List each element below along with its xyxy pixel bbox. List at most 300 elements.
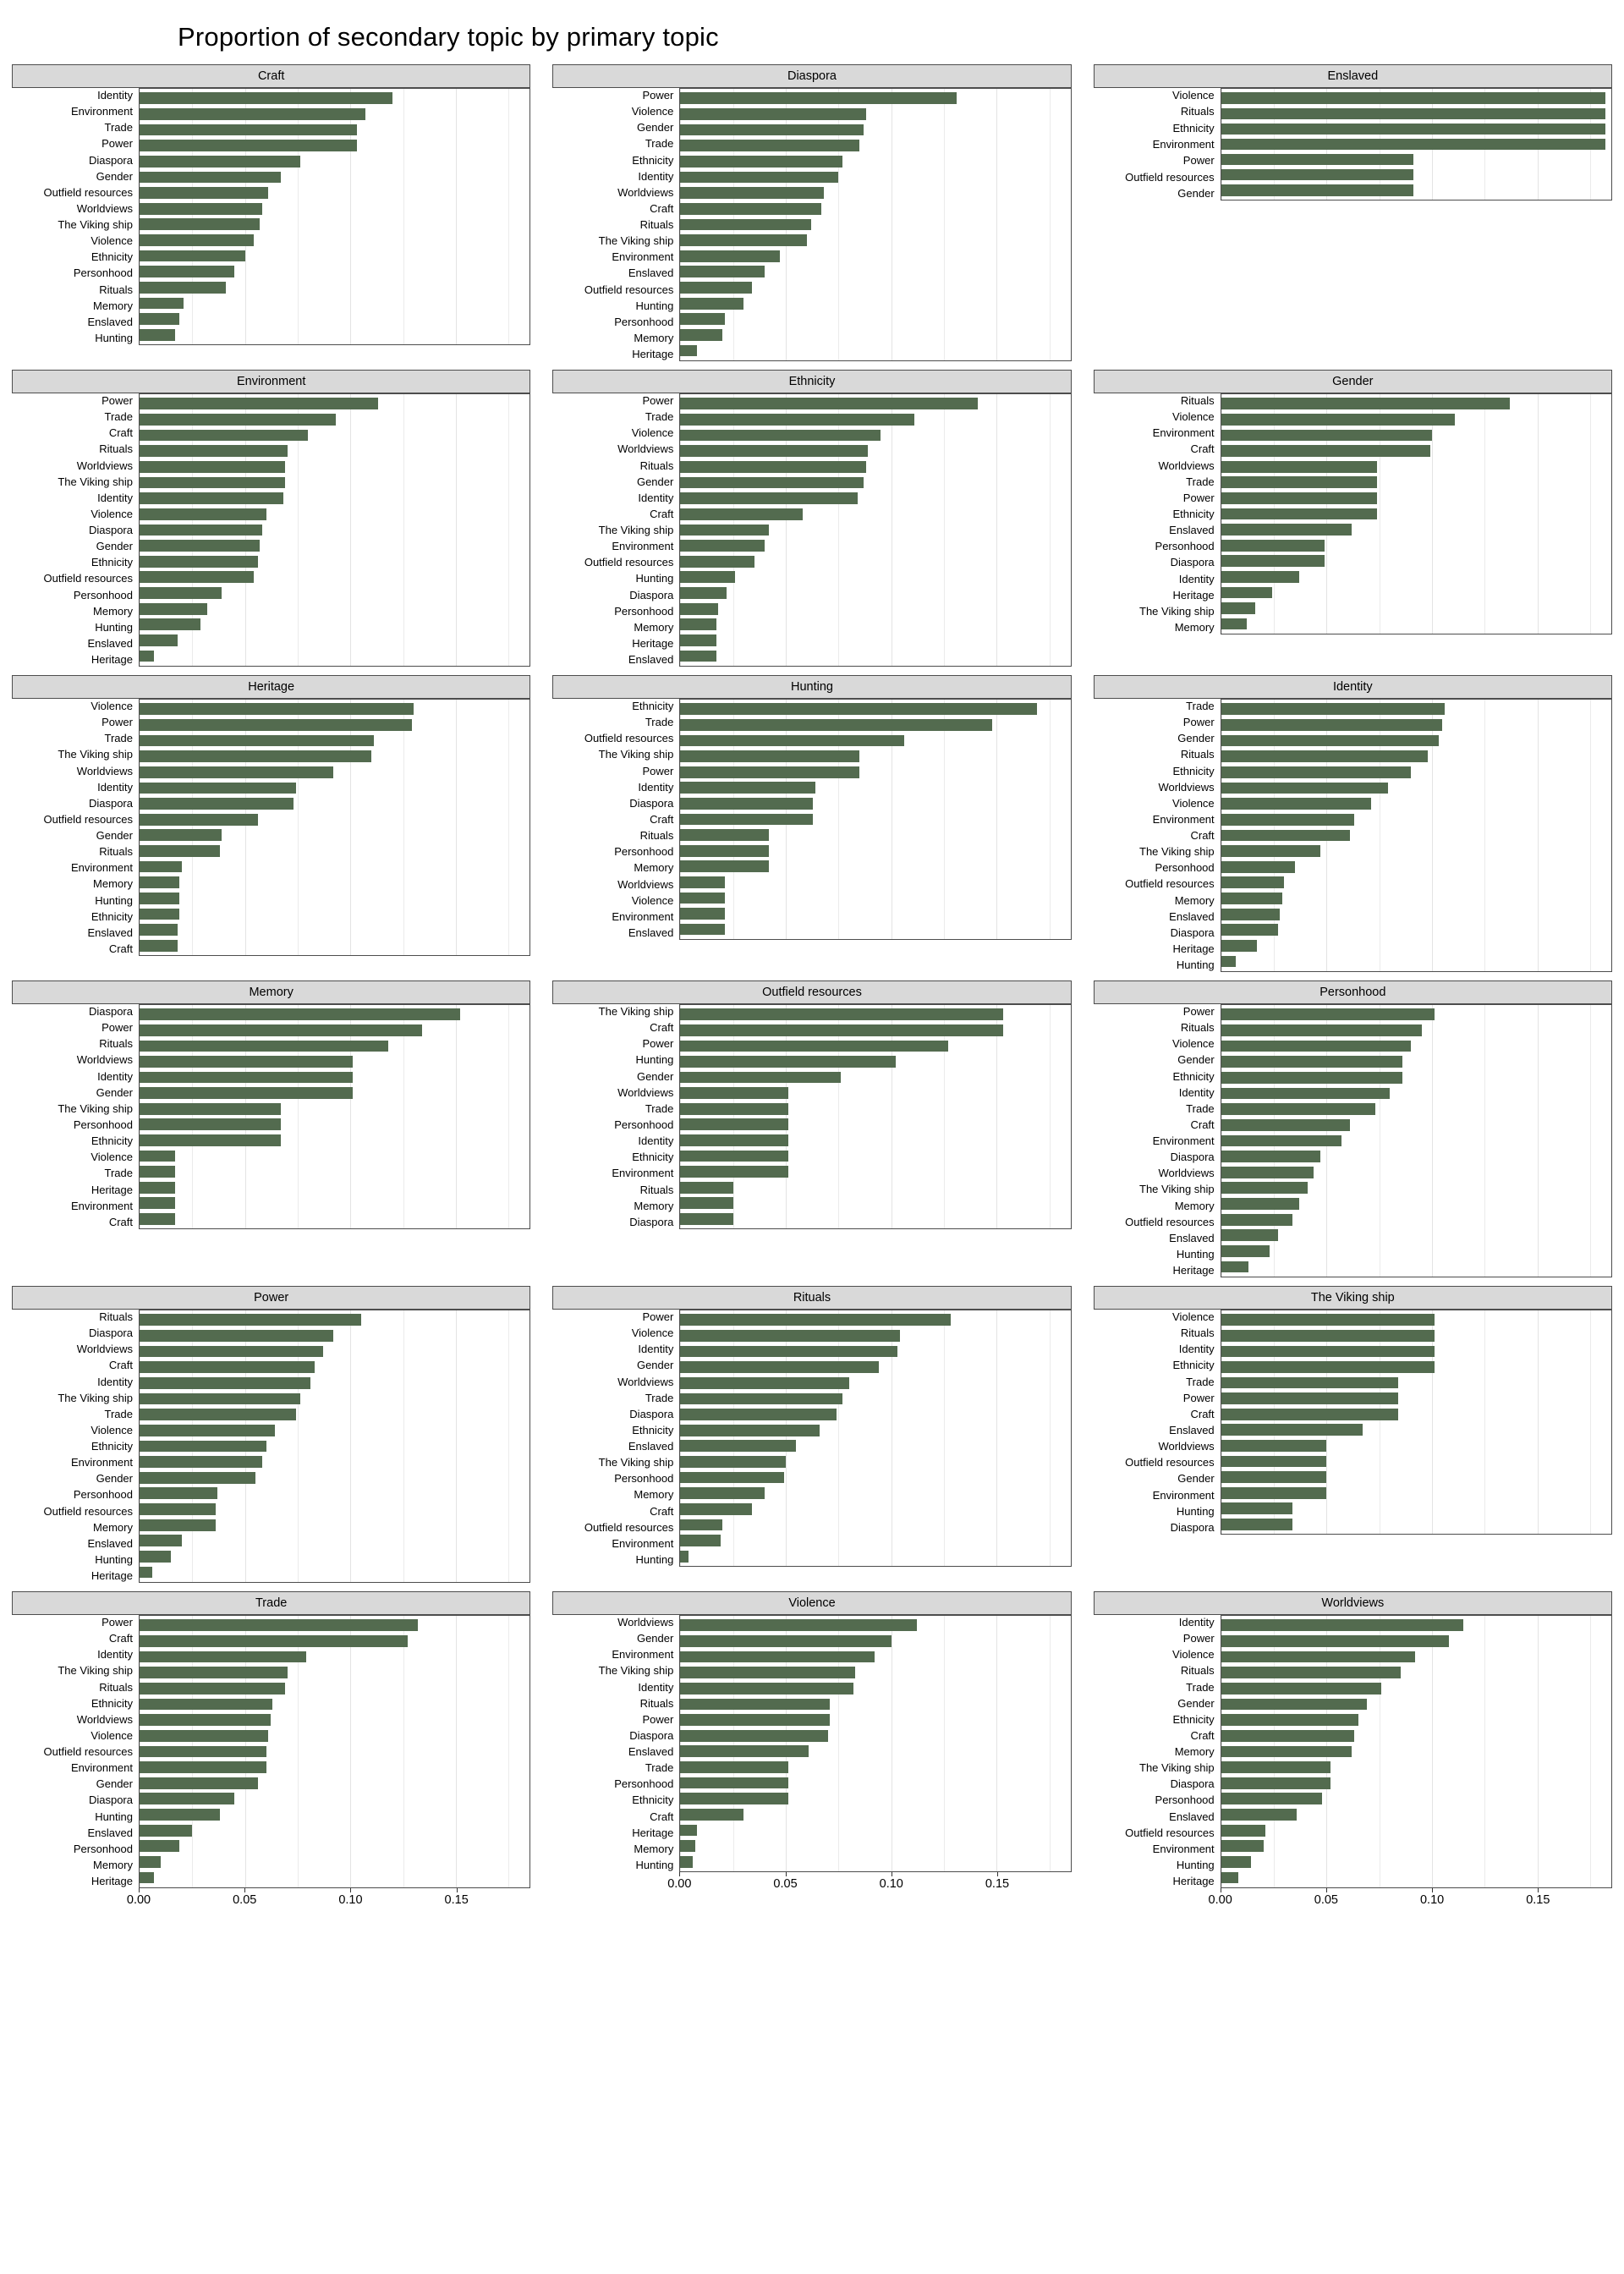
x-tickmark bbox=[1326, 1888, 1327, 1892]
bar-row bbox=[140, 765, 529, 781]
y-tick-label: Identity bbox=[638, 169, 674, 183]
bar bbox=[1221, 1651, 1415, 1663]
y-tick-label: Hunting bbox=[1176, 1247, 1215, 1261]
bar-row bbox=[1221, 811, 1611, 827]
y-tick-label: The Viking ship bbox=[1139, 1183, 1215, 1196]
y-tick-label: The Viking ship bbox=[58, 475, 133, 488]
bar-row bbox=[1221, 1391, 1611, 1407]
bar-row bbox=[680, 1618, 1070, 1634]
y-tick-label: Power bbox=[1182, 716, 1215, 729]
y-tick-label: Diaspora bbox=[88, 524, 133, 536]
y-tick-label: Power bbox=[642, 1037, 674, 1051]
bar-row bbox=[1221, 1438, 1611, 1454]
plot-area bbox=[679, 88, 1071, 361]
bar-row bbox=[680, 648, 1070, 664]
bar-row bbox=[140, 1549, 529, 1565]
y-tick-label: Identity bbox=[1178, 1343, 1215, 1356]
bar bbox=[680, 1361, 878, 1373]
y-tick-label: Hunting bbox=[1176, 958, 1215, 971]
bar bbox=[140, 1072, 353, 1084]
bar-row bbox=[680, 1712, 1070, 1728]
y-tick-label: Gender bbox=[636, 475, 674, 488]
bar bbox=[140, 1008, 460, 1020]
bar-row bbox=[140, 1343, 529, 1359]
bar-row bbox=[140, 875, 529, 891]
y-axis-labels bbox=[552, 88, 679, 361]
bar-row bbox=[140, 891, 529, 907]
bar bbox=[1221, 1440, 1327, 1452]
bar-row bbox=[1221, 1634, 1611, 1650]
bar-row bbox=[140, 1407, 529, 1423]
y-tick-label: Heritage bbox=[632, 636, 674, 650]
x-tick-label: 0.05 bbox=[1314, 1893, 1338, 1907]
y-tick-label: Craft bbox=[108, 1632, 133, 1645]
y-tick-label: Diaspora bbox=[1170, 556, 1215, 569]
bar-row bbox=[140, 569, 529, 585]
bar-row bbox=[1221, 1328, 1611, 1344]
bar-row bbox=[680, 1069, 1070, 1085]
y-tick-label: Rituals bbox=[99, 442, 133, 456]
bar-row bbox=[1221, 891, 1611, 907]
bar-row bbox=[680, 1038, 1070, 1054]
bar-row bbox=[140, 412, 529, 428]
y-tick-label: Heritage bbox=[1172, 942, 1215, 955]
y-tick-label: Craft bbox=[650, 1504, 674, 1518]
bar bbox=[140, 329, 175, 341]
bar-row bbox=[1221, 1211, 1611, 1228]
bar-row bbox=[680, 811, 1070, 827]
bar-series bbox=[1221, 1616, 1611, 1887]
bar-row bbox=[140, 138, 529, 154]
bar-row bbox=[140, 843, 529, 860]
bar-row bbox=[680, 107, 1070, 123]
y-tick-label: Environment bbox=[612, 1536, 674, 1550]
y-axis-labels bbox=[552, 1615, 679, 1872]
bar bbox=[140, 1619, 418, 1631]
bar-row bbox=[680, 1407, 1070, 1423]
bar bbox=[140, 266, 234, 277]
bar bbox=[680, 1699, 830, 1711]
y-tick-label: Identity bbox=[638, 491, 674, 504]
x-tick-label: 0.10 bbox=[1419, 1893, 1445, 1907]
bar bbox=[140, 1567, 152, 1579]
y-axis-labels bbox=[1094, 1310, 1221, 1535]
facet-plot-body bbox=[1094, 393, 1612, 634]
y-tick-label: Environment bbox=[612, 1167, 674, 1180]
plot-area bbox=[1221, 393, 1612, 634]
y-tick-label: Personhood bbox=[614, 604, 674, 618]
bar-row bbox=[1221, 1406, 1611, 1422]
y-tick-label: Ethnicity bbox=[91, 1696, 133, 1710]
bar-row bbox=[140, 538, 529, 554]
y-tick-label: Power bbox=[102, 137, 133, 151]
bar-row bbox=[1221, 1807, 1611, 1823]
bar-row bbox=[140, 459, 529, 475]
y-tick-label: Trade bbox=[1186, 700, 1215, 712]
y-tick-label: Power bbox=[1182, 1005, 1215, 1018]
bar bbox=[140, 1197, 175, 1209]
facet-plot-body bbox=[12, 1615, 530, 1888]
bar bbox=[1221, 893, 1282, 904]
bar bbox=[680, 924, 724, 936]
y-tick-label: Violence bbox=[91, 1423, 133, 1436]
bar bbox=[1221, 1761, 1331, 1773]
bar bbox=[1221, 430, 1432, 442]
y-tick-label: Worldviews bbox=[1158, 459, 1215, 472]
y-tick-label: Trade bbox=[1186, 475, 1215, 488]
bar bbox=[680, 1393, 842, 1405]
bar-row bbox=[1221, 780, 1611, 796]
bar-row bbox=[1221, 1244, 1611, 1260]
y-tick-label: Memory bbox=[1174, 893, 1215, 907]
bar bbox=[680, 893, 724, 904]
bar-row bbox=[140, 553, 529, 569]
bar-row bbox=[1221, 1469, 1611, 1486]
bar-row bbox=[1221, 717, 1611, 733]
y-axis-labels bbox=[12, 1004, 139, 1229]
bar bbox=[140, 1182, 175, 1194]
bar bbox=[680, 445, 868, 457]
bar bbox=[680, 1840, 694, 1852]
bar bbox=[140, 587, 222, 599]
y-tick-label: Rituals bbox=[639, 459, 674, 472]
facet-plot-body bbox=[12, 88, 530, 345]
bar bbox=[1221, 1699, 1367, 1711]
y-tick-label: Craft bbox=[108, 1359, 133, 1372]
facet-plot-body bbox=[552, 1615, 1071, 1872]
bar bbox=[140, 250, 245, 262]
facet-panel bbox=[1094, 980, 1612, 1277]
x-tick-label: 0.00 bbox=[1208, 1893, 1232, 1907]
y-axis-labels bbox=[12, 393, 139, 667]
y-tick-label: Power bbox=[642, 1310, 674, 1323]
y-tick-label: Power bbox=[102, 394, 133, 407]
y-tick-label: Identity bbox=[638, 1343, 674, 1356]
bar bbox=[140, 461, 285, 473]
bar-row bbox=[1221, 1054, 1611, 1070]
bar-series bbox=[680, 1005, 1070, 1228]
x-tickmark bbox=[786, 1872, 787, 1876]
bar bbox=[1221, 750, 1428, 762]
bar bbox=[680, 1087, 787, 1099]
bar-row bbox=[140, 859, 529, 875]
y-tick-label: Rituals bbox=[99, 1037, 133, 1051]
bar-row bbox=[680, 475, 1070, 491]
bar bbox=[680, 1213, 732, 1225]
y-tick-label: Personhood bbox=[614, 845, 674, 859]
y-tick-label: Environment bbox=[612, 909, 674, 923]
bar bbox=[680, 1809, 743, 1821]
bar bbox=[680, 414, 914, 426]
bar-row bbox=[680, 1007, 1070, 1023]
bar bbox=[140, 829, 222, 841]
y-tick-label: Outfield resources bbox=[584, 283, 674, 296]
bar bbox=[680, 329, 722, 341]
y-tick-label: Worldviews bbox=[1158, 780, 1215, 794]
y-tick-label: Diaspora bbox=[1170, 1151, 1215, 1164]
bar-row bbox=[140, 1164, 529, 1180]
bar-row bbox=[1221, 1133, 1611, 1149]
bar-row bbox=[140, 1712, 529, 1728]
bar bbox=[680, 1024, 1003, 1036]
bar-row bbox=[1221, 1038, 1611, 1054]
bar bbox=[680, 203, 821, 215]
y-tick-label: Environment bbox=[612, 540, 674, 553]
bar bbox=[680, 1314, 950, 1326]
y-tick-label: Trade bbox=[104, 1167, 133, 1180]
y-tick-label: Craft bbox=[108, 942, 133, 955]
bar-row bbox=[680, 122, 1070, 138]
bar bbox=[680, 1535, 720, 1546]
y-tick-label: Ethnicity bbox=[632, 1793, 674, 1807]
y-tick-label: Enslaved bbox=[628, 653, 674, 666]
bar bbox=[1221, 445, 1430, 457]
y-tick-label: Heritage bbox=[1172, 1264, 1215, 1277]
bar bbox=[1221, 524, 1352, 536]
bar-row bbox=[1221, 443, 1611, 459]
bar bbox=[680, 477, 864, 489]
plot-area bbox=[139, 393, 530, 667]
x-tick-labels bbox=[667, 1872, 1071, 1898]
bar bbox=[1221, 1456, 1327, 1468]
y-tick-label: Ethnicity bbox=[1172, 1069, 1215, 1083]
bar bbox=[1221, 555, 1325, 567]
bar bbox=[140, 571, 254, 583]
y-tick-label: Memory bbox=[634, 1488, 674, 1502]
y-tick-label: Worldviews bbox=[617, 442, 674, 456]
y-tick-label: Identity bbox=[97, 89, 133, 102]
y-tick-label: Gender bbox=[636, 1359, 674, 1372]
bar bbox=[680, 1409, 837, 1420]
y-tick-label: Worldviews bbox=[1158, 1440, 1215, 1453]
bar-row bbox=[680, 91, 1070, 107]
y-tick-label: Enslaved bbox=[87, 315, 133, 328]
bar-row bbox=[680, 717, 1070, 733]
facet-plot-body bbox=[1094, 1310, 1612, 1535]
bar-row bbox=[1221, 1359, 1611, 1376]
bar bbox=[680, 829, 769, 841]
y-tick-label: Diaspora bbox=[629, 1407, 674, 1420]
bar bbox=[1221, 861, 1295, 873]
bar-row bbox=[1221, 183, 1611, 198]
bar-row bbox=[680, 1359, 1070, 1376]
facet-panel bbox=[1094, 1591, 1612, 1914]
y-tick-label: Environment bbox=[71, 1761, 133, 1775]
bar-row bbox=[1221, 553, 1611, 569]
y-tick-label: Violence bbox=[631, 893, 674, 907]
bar bbox=[1221, 540, 1325, 552]
y-tick-label: Trade bbox=[1186, 1375, 1215, 1388]
bar-series bbox=[1221, 394, 1611, 634]
y-tick-label: Gender bbox=[96, 540, 133, 553]
bar bbox=[140, 876, 179, 888]
facet-panel bbox=[552, 1286, 1071, 1583]
bar bbox=[140, 1730, 268, 1742]
bar bbox=[680, 282, 752, 294]
facet-strip-label: Heritage bbox=[12, 675, 530, 699]
bar bbox=[1221, 602, 1255, 614]
bar-row bbox=[1221, 1775, 1611, 1791]
bar bbox=[680, 1619, 916, 1631]
bar-row bbox=[140, 1007, 529, 1023]
bar bbox=[680, 1166, 787, 1178]
bar bbox=[140, 750, 371, 762]
y-tick-label: Rituals bbox=[1180, 748, 1215, 761]
y-tick-label: Environment bbox=[1152, 812, 1215, 826]
bar bbox=[140, 1151, 175, 1162]
bar-row bbox=[1221, 1665, 1611, 1681]
bar-row bbox=[140, 1391, 529, 1407]
y-tick-label: Worldviews bbox=[76, 764, 133, 777]
facet-strip-label: Outfield resources bbox=[552, 980, 1071, 1004]
axis-spacer bbox=[12, 1888, 139, 1914]
bar-row bbox=[1221, 953, 1611, 969]
bar bbox=[1221, 1167, 1314, 1178]
y-tick-label: Power bbox=[102, 716, 133, 729]
x-tickmark bbox=[679, 1872, 680, 1876]
bar-row bbox=[1221, 136, 1611, 151]
y-tick-label: Personhood bbox=[614, 1472, 674, 1486]
page-title: Proportion of secondary topic by primary topic bbox=[178, 22, 719, 52]
bar bbox=[680, 1118, 787, 1130]
bar bbox=[1221, 1409, 1398, 1420]
bar-row bbox=[1221, 701, 1611, 717]
bar bbox=[680, 172, 838, 184]
bar bbox=[1221, 1619, 1464, 1631]
plot-area bbox=[139, 1310, 530, 1583]
plot-area bbox=[139, 1615, 530, 1888]
bar-row bbox=[140, 1665, 529, 1681]
bar bbox=[680, 634, 716, 646]
bar-row bbox=[140, 1564, 529, 1580]
facet-panel bbox=[12, 1591, 530, 1914]
y-tick-label: The Viking ship bbox=[58, 1391, 133, 1404]
facet-plot-body bbox=[552, 88, 1071, 361]
y-tick-label: Enslaved bbox=[1169, 1231, 1215, 1244]
bar-row bbox=[140, 280, 529, 296]
bar bbox=[140, 1872, 154, 1884]
bar bbox=[140, 1683, 285, 1695]
x-tick-label: 0.00 bbox=[667, 1877, 692, 1891]
bar bbox=[140, 618, 200, 630]
bar bbox=[140, 445, 288, 457]
bar bbox=[680, 1730, 828, 1742]
bar bbox=[680, 782, 815, 794]
y-tick-label: Gender bbox=[1177, 732, 1215, 745]
bar-row bbox=[1221, 412, 1611, 428]
bar bbox=[680, 1793, 787, 1804]
bar-row bbox=[140, 475, 529, 491]
bar-series bbox=[140, 394, 529, 666]
bar-row bbox=[1221, 1870, 1611, 1886]
y-tick-label: Violence bbox=[91, 507, 133, 520]
bar-row bbox=[1221, 506, 1611, 522]
bar-row bbox=[140, 506, 529, 522]
bar-row bbox=[140, 1760, 529, 1776]
bar bbox=[680, 1440, 796, 1452]
bar-row bbox=[140, 1359, 529, 1376]
y-tick-label: The Viking ship bbox=[598, 1456, 674, 1469]
y-tick-label: Identity bbox=[1178, 1085, 1215, 1099]
bar bbox=[140, 1056, 353, 1068]
y-tick-label: Hunting bbox=[95, 893, 133, 907]
bar-row bbox=[680, 1822, 1070, 1838]
bar-row bbox=[1221, 1149, 1611, 1165]
y-tick-label: Memory bbox=[634, 861, 674, 875]
bar bbox=[680, 1072, 841, 1084]
y-tick-label: Gender bbox=[1177, 186, 1215, 200]
x-tickmark bbox=[244, 1888, 245, 1892]
facet-strip-label: Power bbox=[12, 1286, 530, 1310]
bar-row bbox=[1221, 491, 1611, 507]
facet-panel bbox=[552, 64, 1071, 361]
bar-row bbox=[680, 1486, 1070, 1502]
y-tick-label: Hunting bbox=[635, 572, 674, 585]
bar-row bbox=[680, 185, 1070, 201]
bar bbox=[1221, 1730, 1354, 1742]
bar-row bbox=[140, 1312, 529, 1328]
plot-area bbox=[679, 1615, 1071, 1872]
bar-row bbox=[680, 1775, 1070, 1791]
bar bbox=[680, 345, 697, 357]
y-tick-label: Outfield resources bbox=[1125, 170, 1215, 184]
bar-row bbox=[1221, 616, 1611, 632]
y-tick-label: Hunting bbox=[635, 1858, 674, 1871]
facet-strip-label: Trade bbox=[12, 1591, 530, 1615]
bar bbox=[140, 924, 178, 936]
y-tick-label: Ethnicity bbox=[632, 153, 674, 167]
bar bbox=[680, 587, 727, 599]
y-tick-label: Craft bbox=[650, 507, 674, 520]
bar-row bbox=[140, 1854, 529, 1870]
y-tick-label: The Viking ship bbox=[1139, 1761, 1215, 1775]
y-tick-label: Enslaved bbox=[1169, 1423, 1215, 1436]
bar bbox=[1221, 571, 1299, 583]
bar bbox=[680, 1667, 855, 1678]
bar-row bbox=[140, 922, 529, 938]
bar bbox=[1221, 1056, 1402, 1068]
y-tick-label: Diaspora bbox=[1170, 926, 1215, 939]
y-tick-label: Violence bbox=[91, 700, 133, 712]
bar-row bbox=[140, 1023, 529, 1039]
bar bbox=[680, 876, 724, 888]
bar-row bbox=[680, 169, 1070, 185]
y-tick-label: Memory bbox=[634, 1842, 674, 1855]
bar bbox=[680, 908, 724, 920]
bar-row bbox=[680, 343, 1070, 359]
bar bbox=[1221, 461, 1378, 473]
facet-plot-body bbox=[552, 1004, 1071, 1229]
y-tick-label: Enslaved bbox=[87, 1826, 133, 1839]
y-tick-label: Rituals bbox=[639, 1696, 674, 1710]
bar-row bbox=[680, 427, 1070, 443]
bar-row bbox=[1221, 1681, 1611, 1697]
y-tick-label: Personhood bbox=[1155, 1793, 1215, 1807]
bar-row bbox=[1221, 1343, 1611, 1359]
bar-row bbox=[1221, 1228, 1611, 1244]
y-tick-label: Identity bbox=[97, 491, 133, 504]
bar bbox=[1221, 735, 1439, 747]
bar bbox=[680, 298, 743, 310]
y-tick-label: Gender bbox=[636, 1069, 674, 1083]
bar-row bbox=[140, 1101, 529, 1117]
bar bbox=[680, 1683, 853, 1695]
bar-row bbox=[140, 443, 529, 459]
y-tick-label: Worldviews bbox=[617, 1375, 674, 1388]
plot-area bbox=[1221, 1615, 1612, 1888]
bar-row bbox=[140, 1649, 529, 1665]
y-tick-label: The Viking ship bbox=[58, 1664, 133, 1678]
